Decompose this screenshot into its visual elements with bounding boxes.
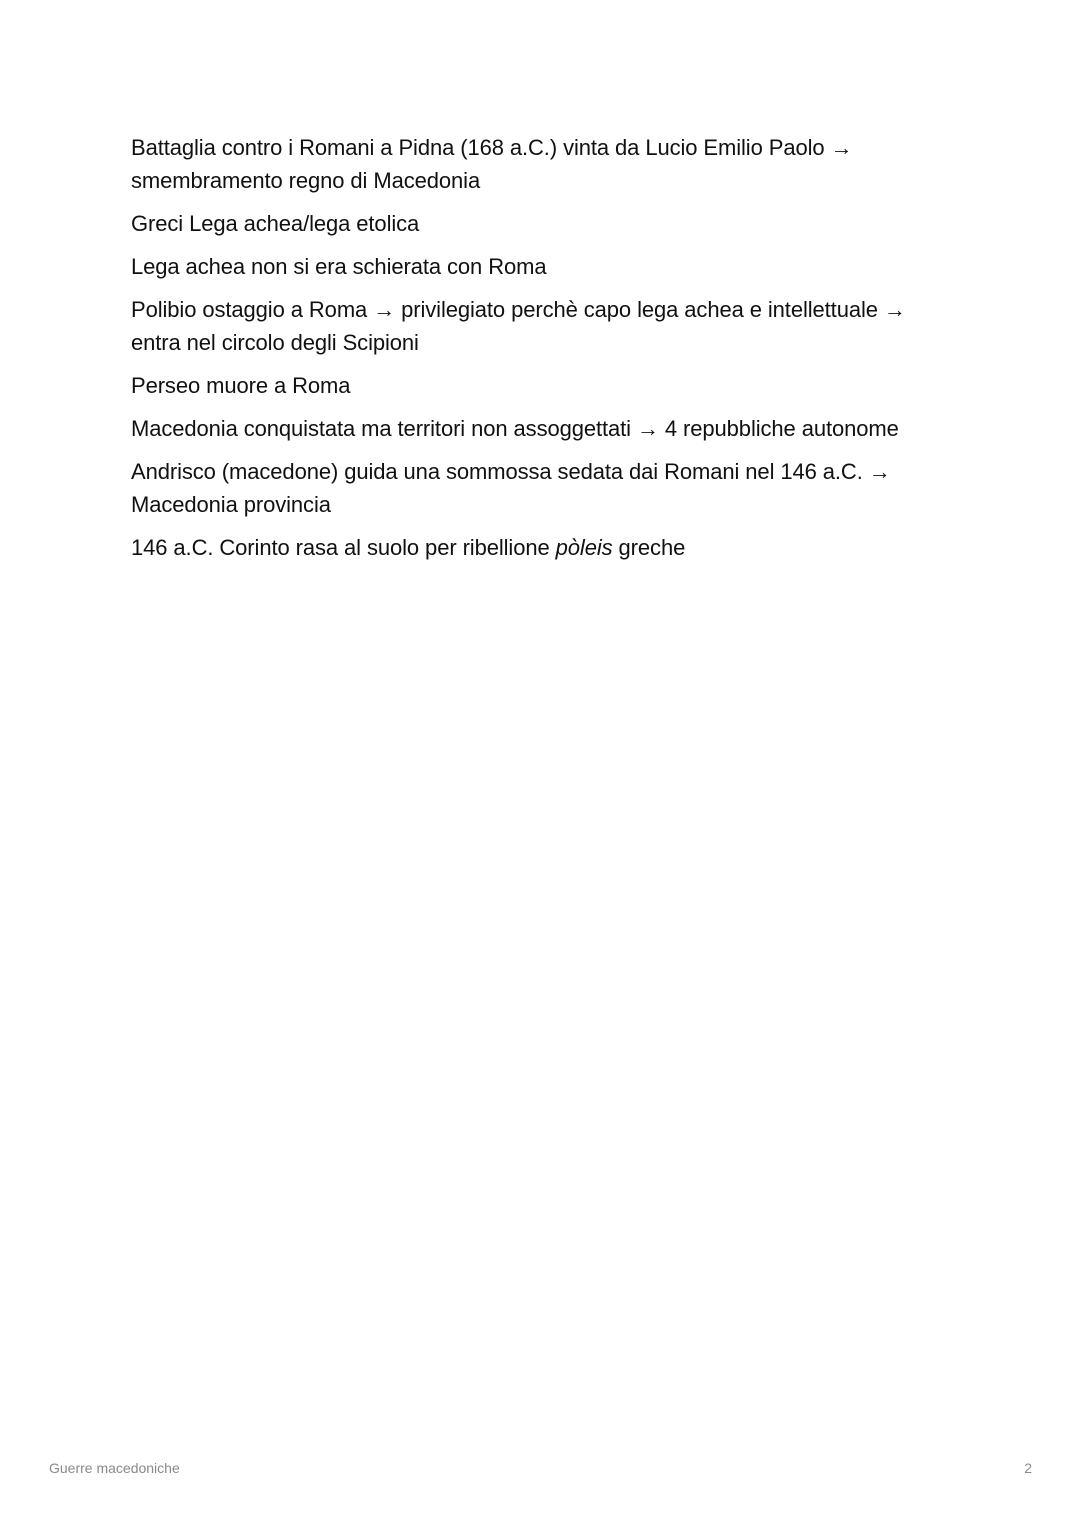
corinth-text-after: greche bbox=[612, 535, 686, 560]
paragraph-macedonia-conquered: Macedonia conquistata ma territori non assoggettati → 4 repubbliche autonome bbox=[131, 416, 899, 441]
paragraph-achaean-league: Lega achea non si era schierata con Roma bbox=[131, 254, 547, 279]
poleis-italic: pòleis bbox=[555, 535, 613, 560]
paragraph-battle-pidna: Battaglia contro i Romani a Pidna (168 a.C.) vinta da Lucio Emilio Paolo → smembramento regno di Macedonia bbox=[131, 135, 853, 193]
document-body bbox=[131, 131, 961, 574]
page-footer bbox=[49, 1460, 1032, 1476]
paragraph-perseus: Perseo muore a Roma bbox=[131, 373, 351, 398]
paragraph-greek-leagues: Greci Lega achea/lega etolica bbox=[131, 211, 420, 236]
corinth-text-before: 146 a.C. Corinto rasa al suolo per ribellione bbox=[131, 535, 556, 560]
footer-page-number: 2 bbox=[1024, 1460, 1032, 1476]
paragraph-corinth bbox=[131, 531, 961, 564]
footer-document-title: Guerre macedoniche bbox=[49, 1460, 180, 1476]
paragraph-polybius: Polibio ostaggio a Roma → privilegiato perchè capo lega achea e intellettuale → entra nel circolo degli Scipioni bbox=[131, 297, 906, 355]
paragraph-andriscus: Andrisco (macedone) guida una sommossa sedata dai Romani nel 146 a.C. → Macedonia provincia bbox=[131, 459, 891, 517]
